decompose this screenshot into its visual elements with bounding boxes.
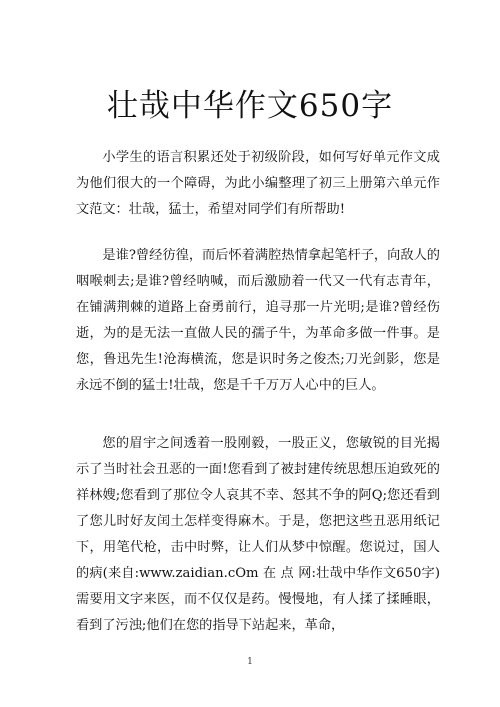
body-paragraph-1: 是谁?曾经彷徨，而后怀着满腔热情拿起笔杆子，向敌人的咽喉刺去;是谁?曾经呐喊，而后激励着一代又一代有志青年，在铺满荆棘的道路上奋勇前行，追寻那一片光明;是谁?曾经伤逝，为的是无法一直做人民的孺子牛，为革命多做一件事。是您，鲁迅先生!沧海横流，您是识时务之俊杰;刀光剑影，您是永远不倒的猛士!壮哉，您是千千万万人心中的巨人。 [76, 248, 440, 393]
body-paragraph-2: 您的眉宇之间透着一股刚毅，一股正义，您敏锐的目光揭示了当时社会丑恶的一面!您看到了被封建传统思想压迫致死的祥林嫂;您看到了那位令人哀其不幸、怒其不争的阿Q;您还看到了您儿时好友闰土怎样变得麻木。于是，您把这些丑恶用纸记下，用笔代枪，击中时弊，让人们从梦中惊醒。您说过，国人的病(来自:www.zaidian.cOm 在 点 网:壮哉中华作文650字)需要用文字来医，而不仅仅是药。慢慢地，有人揉了揉睡眼，看到了污浊;他们在您的指导下站起来，革命， [76, 436, 440, 633]
intro-paragraph: 小学生的语言积累还处于初级阶段，如何写好单元作文成为他们很大的一个障碍，为此小编整理了初三上册第六单元作文范文：壮哉，猛士，希望对同学们有所帮助! [76, 150, 440, 217]
page-number: 1 [247, 657, 253, 667]
document-title: 壮哉中华作文650字 [106, 88, 394, 124]
